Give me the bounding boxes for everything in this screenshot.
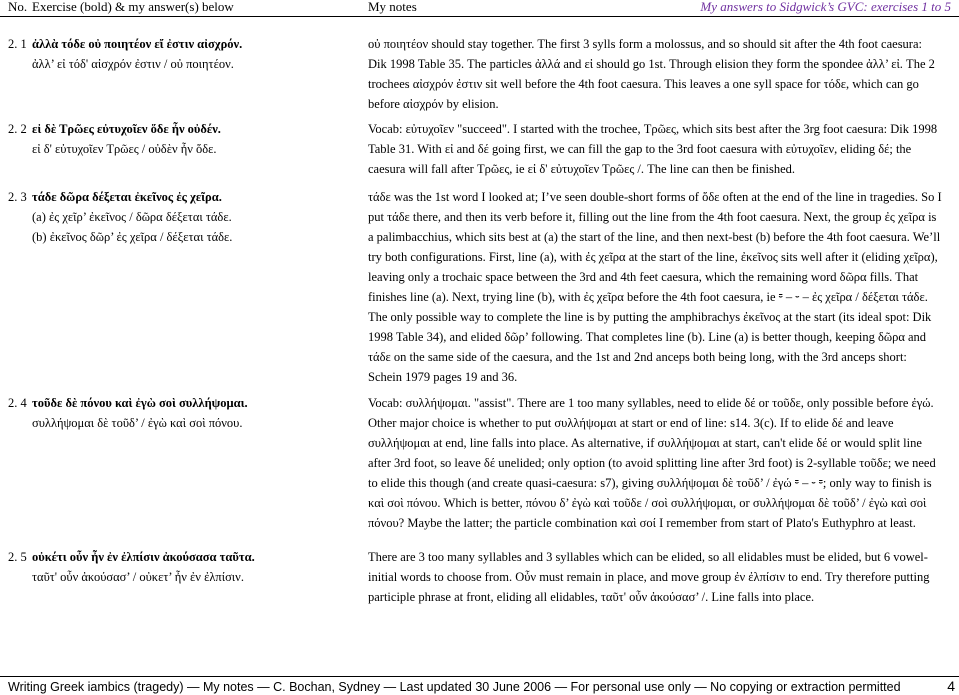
exercise-block — [32, 393, 332, 433]
exercise-answer: ταῦτ' οὖν ἀκούσασ’ / οὐκετ’ ἦν ἐν ἐλπίσιν. — [32, 570, 244, 584]
exercise-note — [368, 34, 943, 114]
exercise-block — [32, 547, 332, 587]
exercise-question: τοῦδε δὲ πόνου καὶ ἐγὼ σοὶ συλλήψομαι. — [32, 396, 248, 410]
exercise-answer: (b) ἐκεῖνος δῶρ’ ἐς χεῖρα / δέξεται τάδε. — [32, 230, 233, 244]
note-text: τάδε was the 1st word I looked at; I’ve seen double-short forms of ὅδε often at the end of the line in tragedies. So I put τάδε there, and then its verb before it, filling out the line from the 4th foot caesura. Next, the group ἐς χεῖρα is a palimbacchius, which sits best at (a) the start of the line, and then next-best (b) before the 4th foot caesura. We’ll try both configurations. First, line (a), with ἐς χεῖρα at the start of the line, ἐκεῖνος sits well after it (eliding χεῖρα), leaving only a trochaic space between the 3rd and 4th feet caesura, which the remaining word δῶρα fills. That finishes line (a). Next, trying line (b), with ἐς χεῖρα before the 4th foot caesura, ie ⏒ – ⏑ – ἐς χεῖρα / δέξεται τάδε. The only possible way to complete the line is by putting the amphibrachys ἐκεῖνος at the start (its ideal spot: Dik 1998 Table 34), and elided δῶρ’ following. That completes line (b). Line (a) is better though, keeping δῶρα and τάδε on the same side of the caesura, and the 1st and 2nd anceps both being long, with the 3rd anceps short: Schein 1979 pages 19 and 36. — [368, 190, 942, 384]
exercise-question: οὐκέτι οὖν ἦν ἐν ἐλπίσιν ἀκούσασα ταῦτα. — [32, 550, 255, 564]
page-footer — [0, 676, 959, 695]
exercise-note — [368, 187, 943, 387]
exercise-answer: συλλήψομαι δὲ τοῦδ’ / ἐγὼ καὶ σοὶ πόνου. — [32, 416, 243, 430]
exercise-note — [368, 393, 943, 533]
column-header-bar — [0, 0, 959, 17]
header-exercise: Exercise (bold) & my answer(s) below — [32, 0, 234, 14]
note-text: Vocab: εὐτυχοῖεν "succeed". I started with the trochee, Τρῶες, which sits best after the 3rg foot caesura: Dik 1998 Table 31. With εἰ and δέ going first, we can fill the gap to the 3rd foot caesura with εὐτυχοῖεν, eliding δέ; the caesura will fall after Τρῶες, ie εἰ δ' εὐτυχοῖεν Τρῶες /. The line can then be finished. — [368, 122, 938, 176]
exercise-block — [32, 34, 332, 74]
header-no: No. — [8, 0, 28, 14]
header-notes: My notes — [368, 0, 417, 14]
exercise-question: ἀλλὰ τόδε οὐ ποιητέον εἴ ἐστιν αἰσχρόν. — [32, 37, 243, 51]
exercise-question: εἰ δὲ Τρῶες εὐτυχοῖεν ὅδε ἦν οὐδέν. — [32, 122, 221, 136]
exercise-note — [368, 547, 943, 607]
exercise-number: 2. 4 — [8, 396, 27, 410]
exercise-number: 2. 3 — [8, 190, 27, 204]
exercise-block — [32, 187, 332, 247]
exercise-block — [32, 119, 332, 159]
note-text: Vocab: συλλήψομαι. "assist". There are 1 too many syllables, need to elide δέ or τοῦδε, only possible before ἐγώ. Other major choice is whether to put συλλήψομαι at start or end of line: s14. 3(c). If to elide δέ and leave συλλήψομαι at end, line falls into place. As alternative, if συλλήψομαι at start, can't elide δέ or would split line after 3rd foot, so leave δέ unelided; only option (to avoid splitting line after 3rd foot) is 2-syllable τοῦδε; we need to elide this though (and create quasi-caesura: s7), giving συλλήψομαι δὲ τοῦδ’ / ἐγώ ⏒ – ⏑ ⏒; only way to finish is καὶ σοὶ πόνου. Which is better, πόνου δ’ ἐγὼ καὶ τοῦδε / σοὶ συλλήψομαι, or συλλήψομαι δὲ τοῦδ’ / ἐγὼ καὶ σοὶ πόνου? Maybe the latter; the particle combination καὶ σοί I remember from start of Plato's Euthyphro at least. — [368, 396, 936, 530]
exercise-answer: ἀλλ’ εἰ τόδ' αἰσχρόν ἐστιν / οὐ ποιητέον. — [32, 57, 234, 71]
exercise-number: 2. 5 — [8, 550, 27, 564]
exercise-note — [368, 119, 943, 179]
exercise-answer: εἰ δ' εὐτυχοῖεν Τρῶες / οὐδὲν ἦν ὅδε. — [32, 142, 217, 156]
note-text: There are 3 too many syllables and 3 syllables which can be elided, so all elidables must be elided, but 6 vowel-initial words to choose from. Οὖν must remain in place, and move group ἐν ἐλπίσιν to end. Try therefore putting participle phrase at front, eliding all elidables, ταῦτ' οὖν ἀκούσασ’ /. Line falls into place. — [368, 550, 930, 604]
exercise-number: 2. 2 — [8, 122, 27, 136]
page-number: 4 — [947, 678, 955, 694]
exercise-answer: (a) ἐς χεῖρ’ ἐκεῖνος / δῶρα δέξεται τάδε. — [32, 210, 232, 224]
exercise-question: τάδε δῶρα δέξεται ἐκεῖνος ἐς χεῖρα. — [32, 190, 222, 204]
note-text: οὐ ποιητέον should stay together. The first 3 sylls form a molossus, and so should sit after the 4th foot caesura: Dik 1998 Table 35. The particles ἀλλά and εἰ should go 1st. Through elision they form the spondee ἀλλ’ εἰ. The 2 trochees αἰσχρόν ἐστιν sit well before the 4th foot caesura. This leaves a one syll space for τόδε, which can go before αἰσχρόν by elision. — [368, 37, 935, 111]
header-title: My answers to Sidgwick’s GVC: exercises 1 to 5 — [700, 0, 951, 14]
exercise-number: 2. 1 — [8, 37, 27, 51]
footer-text: Writing Greek iambics (tragedy) — My notes — C. Bochan, Sydney — Last updated 30 June 2006 — For personal use only — No copying or extraction permitted — [8, 680, 901, 694]
